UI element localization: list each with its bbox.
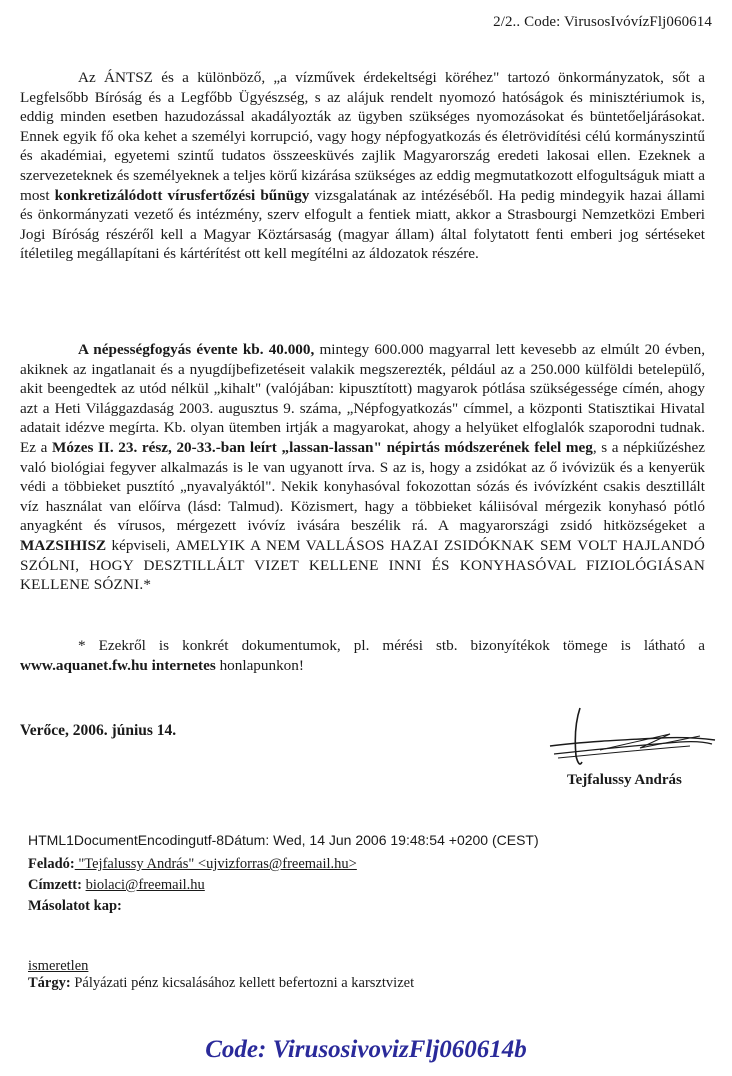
- place-and-date: Verőce, 2006. június 14.: [20, 722, 177, 739]
- bold-phrase: A népességfogyás évente kb. 40.000,: [78, 341, 315, 358]
- footer-document-code: Code: VirusosivovizFlj060614b: [205, 1036, 527, 1063]
- paragraph-text: * Ezekről is konkrét dokumentumok, pl. mérési stb. bizonyítékok tömege is látható a: [78, 637, 705, 654]
- email-date-line: HTML1DocumentEncodingutf-8Dátum: Wed, 14 Jun 2006 19:48:54 +0200 (CEST): [28, 832, 539, 848]
- email-cc-line: [28, 898, 122, 915]
- email-subject-label: Tárgy:: [28, 975, 71, 991]
- bold-phrase: MAZSIHISZ: [20, 536, 107, 554]
- bold-phrase: konkretizálódott vírusfertőzési bűnügy: [54, 186, 310, 204]
- header-document-code: 2/2.. Code: VirusosIvóvízFlj060614: [493, 14, 712, 30]
- email-subject-line: [28, 975, 414, 992]
- signer-name: Tejfalussy András: [567, 772, 682, 788]
- email-to-line: [28, 877, 205, 894]
- bold-phrase: Mózes II. 23. rész, 20-33.-ban leírt „lassan-lassan" népirtás módszerének felel meg: [52, 438, 593, 456]
- signature-image: [540, 700, 730, 780]
- email-from-line: [28, 856, 357, 873]
- paragraph-text: Az ÁNTSZ és a különböző, „a vízművek érdekeltségi köréhez" tartozó önkormányzatok, sőt a Legfelsőbb Bíróság és a Legfőbb Ügyészség, s az alájuk rendelt nyomozó hatóságok és minisztériumok is, eddig minden esetben hazudozással akadályozták az ügyben szükséges nyomozásokat és büntetőeljárásokat. Ennek egyik fő oka kehet a személyi korrupció, vagy hogy népfogyatkozás és életrövidítési célú kormányszintű és akadémiai, egyetemi szintű tudatos összeesküvés zajlik Magyarország eredeti lakosai ellen. Ezeknek a szervezeteknek és személyeknek a teljes körű kizárása szükséges az eddig megmutatkozott elfogultságuk miatt a most: [20, 69, 705, 204]
- paragraph-text: honlapunkon!: [215, 656, 304, 674]
- email-to-label: Címzett:: [28, 877, 82, 893]
- email-to-address[interactable]: biolaci@freemail.hu: [85, 877, 205, 893]
- email-subject-value: Pályázati pénz kicsalásához kellett befertozni a karsztvizet: [70, 975, 415, 991]
- paragraph-footnote: [20, 636, 705, 675]
- email-from-label: Feladó:: [28, 856, 75, 872]
- paragraph-population-decline: [20, 340, 705, 595]
- caps-statement: AMELYIK A NEM VALLÁSOS HAZAI ZSIDÓKNAK SEM VOLT HAJLANDÓ SZÓLNI, HOGY DESZTILLÁLT VIZET KELLENE INNI ÉS KONYHASÓVAL FIZIOLÓGIÁSAN KELLENE SÓZNI.*: [20, 536, 705, 594]
- paragraph-text: vizsgalatának az intézéséből. Ha pedig mindegyik hazai állami és önkormányzati vezető és intézmény, szerv elfogult a fentiek miatt, akkor a Strasbourgi Nemzetközi Emberi Jogi Bíróság részéről kell a Magyar Köztársaság (magyar állam) által folytatott fenti emberi jog sértéseket ítéletileg megállapítani és kártérítést ott kell megítélni az áldozatok részére.: [20, 186, 705, 263]
- email-from-address[interactable]: "Tejfalussy András" <ujvizforras@freemail.hu>: [74, 856, 357, 872]
- email-cc-label: Másolatot kap:: [28, 898, 122, 914]
- email-unknown-line[interactable]: ismeretlen: [28, 958, 89, 974]
- paragraph-text: mintegy 600.000 magyarral lett kevesebb az elmúlt 20 évben, akiknek az ingatlanait és a nyugdíjbefizetéseit valakik megszerezték, például az a 250.000 külföldi betelepülő, akit beengedtek az utód nélkül „kihalt" (valójában: kipusztított) magyarok pótlása szükségessége címén, ahogy azt a Heti Világgazdaság 2003. augusztus 9. száma, „Népfogyatkozás" címmel, a központi Statisztikai Hivatal adatait idézve megírta. Kb. olyan ütemben irtják a magyarokat, ahogy a helyüket elfoglalók szaporodni tudnak. Ez a: [20, 341, 705, 456]
- paragraph-antsz: [20, 68, 705, 264]
- website-reference: www.aquanet.fw.hu internetes: [20, 656, 216, 674]
- paragraph-text: képviseli,: [106, 536, 176, 554]
- paragraph-text: , s a népkiűzéshez való biológiai fegyver alkalmazás is le van ugyanott írva. S az is, hogy a zsidókat az ő ivóvizük és a kenyerük védi a többieket pusztító „nyavalyáktól". Nekik konyhasóval fokozottan sózás és ivóvízként csakis desztillált víz használat van előírva (lásd: Talmud). Közismert, hagy a többieket káliisóval mérgezik konyhasó pótló anyagként és vírusos, mérgezett ivóvíz ivására beszélik rá. A magyarországi zsidó hitközségeket a: [20, 438, 705, 535]
